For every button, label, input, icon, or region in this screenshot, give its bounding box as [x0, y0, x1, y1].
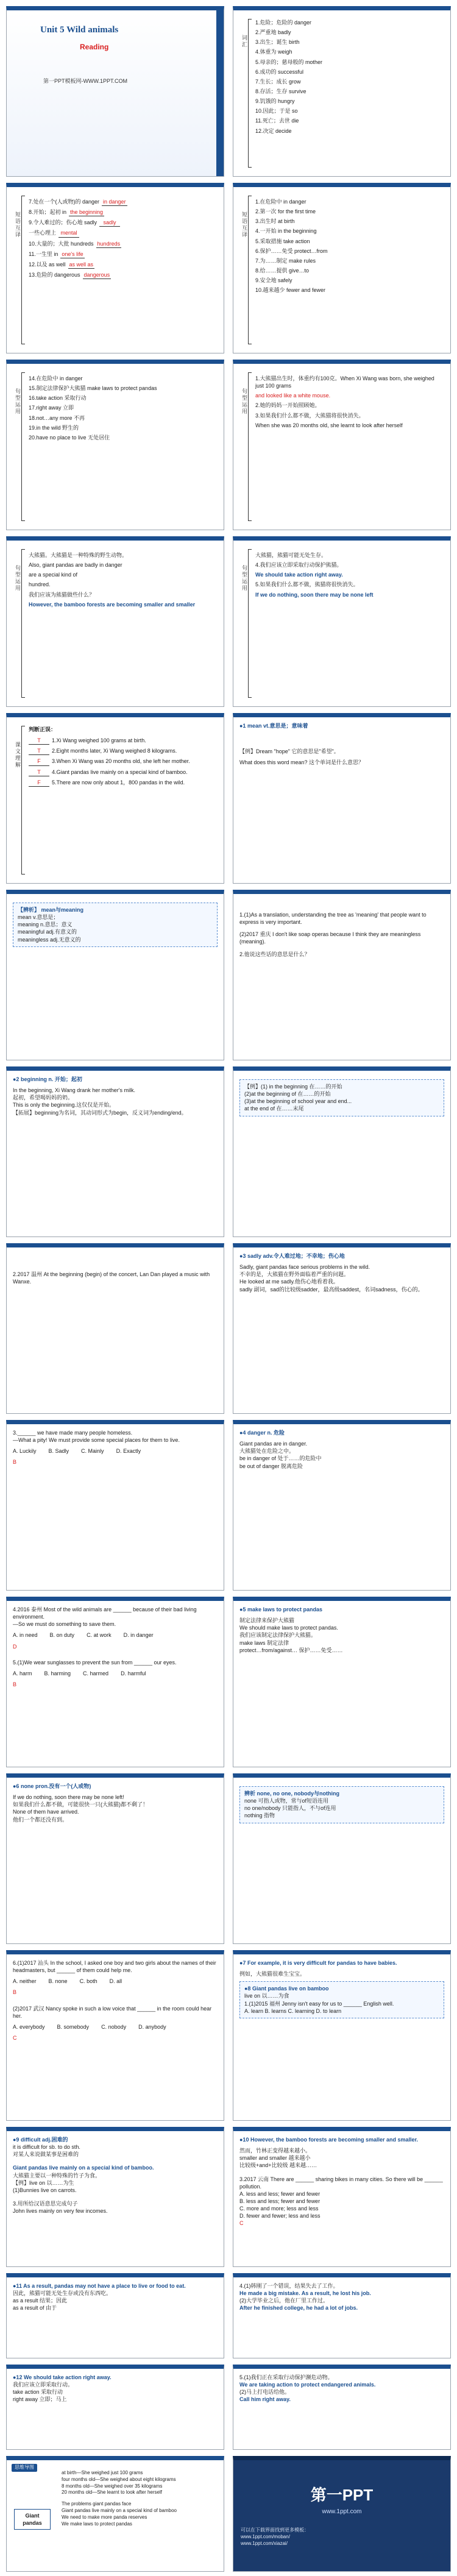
mcq4-option: A. neither — [13, 1978, 37, 1985]
final-ex-line: (2)马上打电话给他。 — [239, 2389, 290, 2396]
vocab-list — [255, 16, 444, 137]
result-line: 因此，熊猫可能无处生存或没有东西吃。 — [13, 2290, 112, 2297]
indanger-line: be out of danger 脱离危险 — [239, 1463, 303, 1469]
phrase-cn: 12.以及 as well — [29, 261, 66, 268]
phrase-en: sadly — [99, 219, 120, 227]
phrase-cn: 9.令人难过的；伤心地 sadly — [29, 219, 97, 226]
mcq6-option: C. more and more; less and less — [239, 2205, 319, 2212]
trans-1: 1.(1)As a translation, understanding the tree as 'meaning' that people want to express is very important. — [239, 912, 427, 926]
mindmap-branch: at birth—She weighed just 100 grams — [62, 2470, 143, 2475]
sadly-line: He looked at me sadly.他伤心地看着我。 — [239, 1279, 339, 1285]
para-line: We should take action right away. — [255, 572, 343, 578]
key-right-bracket — [248, 372, 252, 521]
mcq1-option: A. Luckily — [13, 1448, 37, 1455]
key-item: 17.right away 立即 — [29, 405, 74, 411]
sadly-line: 不幸的是，大熊猫在野外面临着严重的问题。 — [239, 1271, 350, 1278]
para-line: 大熊猫。大熊猫是一种特殊的野生动物。 — [29, 552, 128, 558]
vocab-item: 5.母亲的；慈母般的 mother — [255, 59, 323, 65]
trans-3: 2.他说这些话的意思是什么？ — [239, 951, 310, 957]
phrase-item: 2.第一次 for the first time — [255, 208, 316, 215]
phrases-right-bracket — [248, 196, 252, 344]
final-ex-line: 5.(1)我们正在采取行动保护濒危动物。 — [239, 2374, 333, 2380]
mindmap-center: Giant pandas — [14, 2509, 51, 2530]
footer-line: www.1ppt.com/moban/ — [241, 2533, 290, 2539]
key-sentence: 3.如果我们什么都不做，大熊猫将很快消失。 — [255, 412, 364, 419]
mcq1-sub: —What a pity! We must provide some special places for them to live. — [13, 1437, 180, 1444]
final-ex-line: Call him right away. — [239, 2396, 291, 2403]
action-head: ●12 We should take action right away. — [13, 2374, 112, 2380]
mcq5-option: B. somebody — [57, 2023, 90, 2030]
exam-line: He made a big mistake. As a result, he lost his job. — [239, 2290, 371, 2297]
result-slide — [6, 2273, 224, 2358]
phrase-item: 5.采取措施 take action — [255, 238, 310, 244]
mcq3-option: C. harmed — [83, 1670, 109, 1677]
meaning-note-line: meaning n.意思；意义 — [18, 921, 73, 928]
mcq3-option: A. harm — [13, 1670, 32, 1677]
key-side-label: 句型运用 — [15, 388, 21, 415]
phrase-en: the beginning — [69, 208, 104, 216]
vocab-bracket — [248, 19, 252, 168]
result-head: ●11 As a result, pandas may not have a place to live or food to eat. — [13, 2283, 186, 2289]
action-slide — [6, 2365, 224, 2450]
sadly-head: ●3 sadly adv.令人难过地；不幸地；伤心地 — [239, 1253, 345, 1259]
hard-line: 对某人来说做某事是困难的 — [13, 2151, 79, 2158]
grammar-line: live on 以……为食 — [244, 1993, 289, 1999]
mcq2-option: B. on duty — [49, 1632, 75, 1639]
action-line: right away 立即；马上 — [13, 2396, 67, 2403]
vocab-item: 4.体重为 weigh — [255, 49, 292, 55]
mcq1-stem: 3.______ we have made many people homeless. — [13, 1430, 133, 1436]
para-line: 我们应该为熊猫做些什么？ — [29, 591, 95, 598]
footer-line: 可以在下载界面找到更多模板： — [241, 2527, 309, 2533]
mcq6-option: B. less and less; fewer and fewer — [239, 2198, 321, 2204]
fewer-line: 然而，竹林正变得越来越小。 — [239, 2148, 311, 2154]
mindmap-branch: four months old—She weighed about eight kilograms — [62, 2476, 176, 2482]
phrase-item: 7.为……制定 make rules — [255, 257, 316, 264]
judge-list — [29, 726, 218, 789]
trans-2: (2)2017 重庆 I don't like soap operas because I think they are meaningless (meaning). — [239, 931, 421, 945]
judge-answer: F — [29, 758, 49, 765]
phrase-item: 3.出生时 at birth — [255, 218, 295, 225]
result-line: as a result of 由于 — [13, 2305, 57, 2312]
para-left-list — [29, 549, 218, 611]
mindmap-title: 思维导图 — [12, 2464, 37, 2472]
para-right-bracket — [248, 549, 252, 698]
vocab-side-label: 词汇 — [241, 35, 247, 48]
judge-answer: T — [29, 768, 49, 776]
grammar-head: ●8 Giant pandas live on bamboo — [244, 1985, 329, 1992]
key-right-list — [255, 372, 444, 431]
para-line: hundred. — [29, 581, 51, 588]
phrases-bracket — [21, 196, 25, 344]
begin-ex-line: at the end of 在……末尾 — [244, 1105, 304, 1112]
protect-line: make laws 制定法律 — [239, 1639, 289, 1646]
protect-slide — [233, 1597, 451, 1767]
grammar-box — [239, 1981, 444, 2018]
mcq1-option: D. Exactly — [116, 1448, 141, 1455]
phrase-en: hundreds — [96, 240, 122, 248]
judge-bracket — [21, 726, 25, 875]
vocab-item: 9.饥饿的 hungry — [255, 98, 295, 105]
protect2-line: 例如，大熊猫很难生宝宝。 — [239, 1971, 306, 1978]
hard-slide — [6, 2127, 224, 2267]
final-ex-slide — [233, 2365, 451, 2450]
phrase-en: dangerous — [83, 271, 112, 279]
para-right-list — [255, 549, 444, 601]
special-line: 【例】live on 以……为生 — [13, 2179, 74, 2186]
cover-title: Unit 5 Wild animals — [40, 25, 119, 35]
question-line: 3.用所给汉语意思完成句子 — [13, 2200, 78, 2207]
action-line: 我们应该立即采取行动。 — [13, 2382, 74, 2388]
mcq5-answer: C — [13, 2034, 17, 2041]
phrase-cn: 13.危险的 dangerous — [29, 271, 80, 278]
phrase-en: one's life — [60, 250, 84, 258]
exam-line: After he finished college, he had a lot of jobs. — [239, 2305, 358, 2312]
vocab-item: 12.决定 decide — [255, 127, 292, 134]
cover-slide — [6, 6, 224, 177]
para-line: However, the bamboo forests are becoming smaller and smaller — [29, 601, 196, 608]
mcq3-stem: 5.(1)We wear sunglasses to prevent the sun from ______ our eyes. — [13, 1659, 177, 1666]
mcq2-option: A. in need — [13, 1632, 38, 1639]
mean-head: ●1 mean vt.意思是；意味着 — [239, 723, 308, 729]
para-bracket — [21, 549, 25, 698]
sadly-line: Sadly, giant pandas face serious problems in the wild. — [239, 1264, 370, 1271]
judge-title: 判断正误： — [29, 726, 57, 733]
protect2-slide — [233, 1950, 451, 2121]
mcq6-stem: 3.2017 云南 There are ______ sharing bikes in many cities. So there will be ______ pollution. — [239, 2176, 443, 2190]
judge-answer: F — [29, 779, 49, 787]
para-line: 4.我们应该立即采取行动保护熊猫。 — [255, 562, 342, 569]
nothing-slide — [233, 1773, 451, 1944]
protect-head: ●5 make laws to protect pandas — [239, 1606, 322, 1613]
none-slide — [6, 1773, 224, 1944]
final-ex-line: We are taking action to protect endangered animals. — [239, 2382, 376, 2388]
footer-logo: 第一PPT — [310, 2486, 374, 2504]
footer-blurb — [241, 2527, 444, 2547]
phrase-item: 8.给……提供 give…to — [255, 267, 310, 274]
mean-ex2: What does this word mean? 这个单词是什么意思？ — [239, 759, 364, 766]
trans-slide — [233, 890, 451, 1060]
mcq6-answer: C — [239, 2220, 244, 2227]
vocab-item: 10.因此；于是 so — [255, 108, 298, 115]
mcq1-option: B. Sadly — [48, 1448, 69, 1455]
none-line: If we do nothing, soon there may be none left! — [13, 1794, 124, 1801]
grammar-line: 1.(1)2015 福州 Jenny isn't easy for us to ______ English well. — [244, 2000, 394, 2007]
result-line: as a result 结果；因此 — [13, 2297, 68, 2304]
beginning-slide — [6, 1066, 224, 1237]
beginning-line: 起初，希望喝妈妈的奶。 — [13, 1095, 74, 1101]
judge-item: 2.Eight months later, Xi Wang weighed 8 kilograms. — [52, 748, 177, 754]
mcq5-stem: (2)2017 武汉 Nancy spoke in such a low voice that ______ in the room could hear her. — [13, 2005, 212, 2019]
phrase-item: 6.保护……免受 protect…from — [255, 247, 328, 254]
fewer-head: ●10 However, the bamboo forests are becoming smaller and smaller. — [239, 2137, 419, 2143]
nothing-line: no one/nobody 只能指人，不与of连用 — [244, 1805, 336, 1812]
meaning-note-line: mean v.意思是； — [18, 914, 59, 921]
indanger-line: 大熊猫处在危险之中。 — [239, 1448, 295, 1455]
fewer-slide — [233, 2127, 451, 2267]
sadly-slide — [233, 1243, 451, 1414]
mindmap-slide — [6, 2456, 224, 2572]
sadly-line: sadly 副词，sad的比较级sadder，最高级saddest，名词sadness，伤心的。 — [239, 1286, 423, 1293]
phrase-cn: 一些心理上 — [29, 230, 57, 236]
nothing-head: 辨析 none, no one, nobody与nothing — [244, 1790, 339, 1797]
protect2-head: ●7 For example, it is very difficult for pandas to have babies. — [239, 1960, 397, 1966]
vocab-item: 6.成功的 successful — [255, 68, 304, 75]
special-line: Giant pandas live mainly on a special kind of bamboo. — [13, 2165, 154, 2171]
meaning-note — [13, 903, 218, 947]
phrases-right-list — [255, 196, 444, 296]
question-line: John lives mainly on very few incomes. — [13, 2208, 108, 2215]
vocab-item: 8.存活；生存 survive — [255, 88, 306, 94]
cover-subtitle: Reading — [80, 43, 109, 51]
mindmap-branch: We make laws to protect pandas — [62, 2521, 132, 2527]
mcq4-option: C. both — [79, 1978, 97, 1985]
key-item: 18.not…any more 不再 — [29, 414, 85, 421]
beginning-line: 【拓展】beginning为名词，其动词形式为begin，反义词为ending/end。 — [13, 1109, 187, 1116]
mcq3-option: D. harmful — [121, 1670, 146, 1677]
beginning-head: ●2 beginning n. 开始；起初 — [13, 1076, 82, 1082]
key-right-label: 句型运用 — [241, 388, 247, 415]
para-line: If we do nothing, soon there may be none left — [255, 591, 374, 598]
meaning-note-title: 【辨析】 mean与meaning — [18, 907, 84, 913]
mcq2-option: C. at work — [87, 1632, 112, 1639]
fewer-line: 比较级+and+比较级 越来越…… — [239, 2162, 317, 2169]
key-item: 14.在危险中 in danger — [29, 375, 83, 381]
judge-slide — [6, 713, 224, 884]
cover-website: 第一PPT模板网-WWW.1PPT.COM — [43, 78, 127, 84]
phrase-item: 9.安全地 safely — [255, 277, 292, 284]
mindmap-branch: 20 months old—She learnt to look after herself — [62, 2489, 162, 2496]
indanger-line: be in danger of 处于……的危险中 — [239, 1455, 322, 1462]
phrase-en: mental — [58, 229, 79, 237]
mcq2-stem: 4.2016 泰州 Most of the wild animals are ______ because of their bad living environment. — [13, 1606, 197, 1620]
phrases-right-slide — [233, 183, 451, 353]
begin-ex-line: (3)at the beginning of school year and end... — [244, 1098, 352, 1105]
phrase-cn: 10.大量的；大批 hundreds — [29, 240, 94, 247]
mcq6-option: A. less and less; fewer and fewer — [239, 2190, 321, 2197]
phrase-cn: 7.处在一个(人或物)的 danger — [29, 199, 100, 205]
none-head: ●6 none pron.没有一个(人或物) — [13, 1783, 91, 1789]
para-line: are a special kind of — [29, 572, 78, 578]
mindmap-branch: Giant pandas live mainly on a special kind of bamboo — [62, 2507, 177, 2513]
nothing-line: nothing 指物 — [244, 1812, 275, 1819]
mcq6-option: D. fewer and fewer; less and less — [239, 2213, 321, 2219]
begin-ex-line: (2)at the beginning of 在……的开始 — [244, 1091, 331, 1098]
vocab-item: 2.严重地 badly — [255, 29, 291, 36]
phrase-item: 1.在危险中 in danger — [255, 199, 306, 205]
mcq4-option: B. none — [48, 1978, 68, 1985]
mcq4-answer: B — [13, 1989, 17, 1996]
mindmap-branch: We need to make more panda reserves — [62, 2514, 147, 2520]
none-line: 他们一个都还没有到。 — [13, 1816, 68, 1823]
vocab-item: 11.死亡；去世 die — [255, 118, 299, 124]
mcq5-option: C. nobody — [101, 2023, 127, 2030]
mcq4-stem: 6.(1)2017 汕头 In the school, I asked one boy and two girls about the names of their headmasters, but ______ of them could help me. — [13, 1960, 216, 1974]
key-item: 19.in the wild 野生的 — [29, 424, 79, 431]
fewer-line: smaller and smaller 越来越小 — [239, 2155, 311, 2162]
para-line: 大熊猫，熊猫可能无处生存。 — [255, 552, 327, 558]
vocab-item: 1.危险；危险的 danger — [255, 20, 312, 26]
footer-sub: www.1ppt.com — [322, 2508, 362, 2515]
exam-line: 4.(1)韩刚了一个错误，结果失去了工作。 — [239, 2283, 339, 2289]
cover-stripe — [216, 10, 224, 176]
key-item: 20.have no place to live 无处居住 — [29, 434, 110, 441]
mcq1-slide — [6, 1420, 224, 1591]
begin-ex-box — [239, 1079, 444, 1116]
judge-item: 1.Xi Wang weighed 100 grams at birth. — [52, 737, 146, 744]
meaning-note-line: meaningless adj.无意义的 — [18, 936, 81, 943]
phrase-en: as well as — [68, 261, 95, 269]
mcq2-option: D. in danger — [123, 1632, 154, 1639]
judge-item: 5.There are now only about 1，800 pandas in the wild. — [52, 779, 185, 786]
mcq4-option: D. all — [109, 1978, 122, 1985]
phrase-cn: 8.开始；起初 in — [29, 209, 67, 216]
phrase-en: in danger — [102, 198, 127, 206]
hard-line: it is difficult for sb. to do sth. — [13, 2144, 80, 2151]
mcq2-slide — [6, 1597, 224, 1767]
q2017-text: 2.2017 温州 At the beginning (begin) of the concert, Lan Dan played a music with Wanxe. — [13, 1271, 210, 1285]
key-sentence: 2.她的妈妈一开始照顾她。 — [255, 402, 321, 409]
indanger-line: Giant pandas are in danger. — [239, 1441, 308, 1447]
indanger-head: ●4 danger n. 危险 — [239, 1430, 285, 1436]
para-side-label: 句型运用 — [15, 565, 21, 592]
footer-slide — [233, 2456, 451, 2572]
mcq3-answer: B — [13, 1681, 17, 1687]
phrases-right-label: 短语互译 — [241, 211, 247, 238]
protect-line: We should make laws to protect pandas. — [239, 1625, 338, 1631]
special-line: (1)Bunnies live on carrots. — [13, 2187, 77, 2193]
exam-slide — [233, 2273, 451, 2358]
mcq2-sub: —So we must do something to save them. — [13, 1621, 116, 1628]
phrases-list — [29, 196, 218, 282]
judge-item: 3.When Xi Wang was 20 months old, she left her mother. — [52, 758, 190, 765]
mean-slide — [233, 713, 451, 884]
none-line: None of them have arrived. — [13, 1809, 79, 1815]
mcq5-option: A. everybody — [13, 2023, 45, 2030]
key-item: 15.制定法律保护大熊猫 make laws to protect pandas — [29, 385, 157, 392]
mindmap-branch: 8 months old—She weighed over 35 kilograms — [62, 2483, 163, 2489]
key-sentence: 1.大熊猫出生时，体重约有100克。When Xi Wang was born, she weighed just 100 grams — [255, 375, 434, 389]
exam-line: (2)大学毕业之后，他在厂里工作过。 — [239, 2297, 329, 2304]
begin-ex-line: 【例】(1) in the beginning 在……的开始 — [244, 1084, 342, 1090]
key-bracket — [21, 372, 25, 521]
grammar-line: A. learn B. learns C. learning D. to learn — [244, 2007, 342, 2014]
judge-answer: T — [29, 737, 49, 745]
none-line: 如果我们什么都不做，可能很快一只(大熊猫)都不剩了！ — [13, 1801, 148, 1808]
beginning-line: This is only the beginning.这仅仅是开始。 — [13, 1102, 115, 1109]
begin-ex-slide — [233, 1066, 451, 1237]
phrases-slide — [6, 183, 224, 353]
special-line: 大熊猫主要以一种特殊的竹子为食。 — [13, 2172, 101, 2179]
meaning-note-line: meaningful adj.有意义的 — [18, 929, 77, 935]
judge-item: 4.Giant pandas live mainly on a special kind of bamboo. — [52, 768, 188, 775]
key-item: 16.take action 采取行动 — [29, 395, 87, 402]
hard-line: ●9 difficult adj.困难的 — [13, 2137, 68, 2143]
mindmap-branch: The problems giant pandas face — [62, 2501, 132, 2507]
key-right-slide — [233, 360, 451, 530]
protect-line: 制定法律来保护大熊猫 — [239, 1617, 295, 1624]
meaning-slide — [6, 890, 224, 1060]
key-left-slide — [6, 360, 224, 530]
q2017-slide — [6, 1243, 224, 1414]
mcq1-option: C. Mainly — [81, 1448, 104, 1455]
phrase-item: 4.一开始 in the beginning — [255, 228, 317, 235]
nothing-box — [239, 1786, 444, 1823]
para-line: Also, giant pandas are badly in danger — [29, 562, 122, 569]
phrases-side-label: 短语互译 — [15, 211, 21, 238]
protect-line: 我们应该制定法律保护大熊猫。 — [239, 1632, 317, 1639]
para-right-label: 句型运用 — [241, 565, 247, 592]
judge-side-label: 课文理解 — [15, 742, 21, 768]
mcq3-option: B. harming — [44, 1670, 71, 1677]
action-line: take action 采取行动 — [13, 2389, 63, 2396]
indanger-slide — [233, 1420, 451, 1591]
footer-line: www.1ppt.com/xiazai/ — [241, 2540, 288, 2546]
protect-line: protect…from/against… 保护……免受…… — [239, 1647, 343, 1653]
vocab-slide — [233, 6, 451, 177]
judge-answer: T — [29, 747, 49, 755]
mcq2-answer: D — [13, 1643, 17, 1650]
mcq5-option: D. anybody — [138, 2023, 166, 2030]
para-left-slide — [6, 536, 224, 707]
vocab-item: 3.出生；诞生 birth — [255, 39, 300, 46]
nothing-line: none 可指人或物，常与of短语连用 — [244, 1798, 329, 1804]
key-sentence: When she was 20 months old, she learnt to look after herself — [255, 422, 403, 428]
key-sentence: and looked like a white mouse. — [255, 392, 331, 399]
mcq1-answer: B — [13, 1459, 17, 1466]
vocab-item: 7.生长；成长 grow — [255, 78, 301, 85]
phrase-item: 10.越来越少 fewer and fewer — [255, 287, 326, 294]
mcq4-slide — [6, 1950, 224, 2121]
beginning-line: In the beginning, Xi Wang drank her mother's milk. — [13, 1087, 135, 1094]
mindmap-branches — [62, 2470, 220, 2527]
key-left-list — [29, 372, 218, 444]
phrase-cn: 11.一生里 in — [29, 250, 58, 257]
para-line: 5.如果我们什么都不做，熊猫将很快消失。 — [255, 581, 359, 588]
mean-ex1: 【例】Dream "hope" 它的意思是"希望"。 — [239, 748, 339, 755]
para-right-slide — [233, 536, 451, 707]
